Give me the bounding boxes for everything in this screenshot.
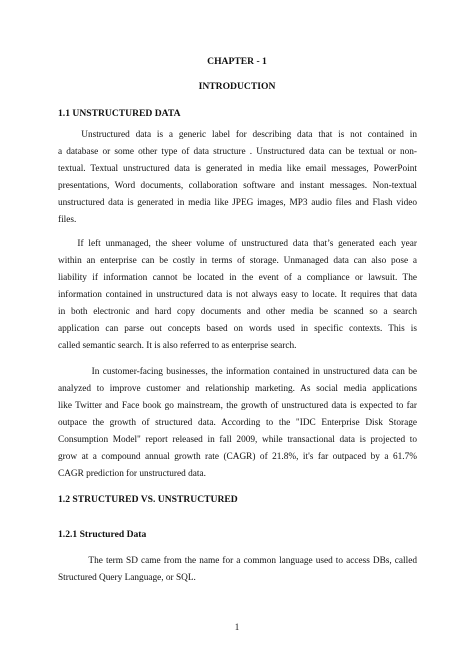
text-line: Consumption Model" report released in fall 2009, while transactional data is projected to [58, 435, 417, 445]
text-line: within an enterprise can be costly in terms of storage. Unmanaged data can also pose a [58, 256, 417, 266]
text-line: analyzed to improve customer and relationship marketing. As social media applications [58, 384, 417, 394]
paragraph-unstructured-definition [58, 127, 417, 229]
text-line: liability if information cannot be located in the event of a compliance or lawsuit. The [58, 273, 417, 283]
text-line: unstructured data is generated in media like JPEG images, MP3 audio files and Flash video [58, 198, 417, 208]
paragraph-structured-data [58, 553, 417, 587]
section-heading-1-1: 1.1 UNSTRUCTURED DATA [58, 108, 181, 119]
section-heading-1-2-1: 1.2.1 Structured Data [58, 529, 147, 540]
text-line: textual. Textual unstructured data is generated in media like email messages, PowerPoint [58, 164, 417, 174]
text-line: files. [58, 215, 77, 225]
text-line: The term SD came from the name for a common language used to access DBs, called [58, 556, 417, 566]
text-line: outpace the growth of structured data. According to the "IDC Enterprise Disk Storage [58, 418, 417, 428]
text-line: grow at a compound annual growth rate (CAGR) of 21.8%, it's far outpaced by a 61.7% [58, 452, 417, 462]
chapter-label: CHAPTER - 1 [207, 56, 267, 67]
text-line: a database or some other type of data structure . Unstructured data can be textual or non- [58, 147, 417, 157]
page-number: 1 [234, 622, 240, 632]
text-line: application can parse out concepts based on words used in specific contexts. This is [58, 324, 417, 334]
text-line: Unstructured data is a generic label for describing data that is not contained in [58, 130, 417, 140]
text-line: In customer-facing businesses, the information contained in unstructured data can be [58, 367, 417, 377]
text-line: called semantic search. It is also referred to as enterprise search. [58, 341, 297, 351]
section-heading-1-2: 1.2 STRUCTURED VS. UNSTRUCTURED [58, 494, 238, 505]
text-line: information contained in unstructured data is not always easy to locate. It requires that data [58, 290, 417, 300]
text-line: like Twitter and Face book go mainstream, the growth of unstructured data is expected to far [58, 401, 417, 411]
paragraph-customer-facing [58, 364, 417, 483]
chapter-title: INTRODUCTION [198, 81, 276, 92]
text-line: Structured Query Language, or SQL. [58, 573, 196, 583]
text-line: If left unmanaged, the sheer volume of unstructured data that’s generated each year [58, 239, 417, 249]
text-line: in both electronic and hard copy documents and other media be scanned so a search [58, 307, 417, 317]
paragraph-unmanaged-data [58, 236, 417, 355]
text-line: presentations, Word documents, collaboration software and instant messages. Non-textual [58, 181, 417, 191]
text-line: CAGR prediction for unstructured data. [58, 469, 206, 479]
